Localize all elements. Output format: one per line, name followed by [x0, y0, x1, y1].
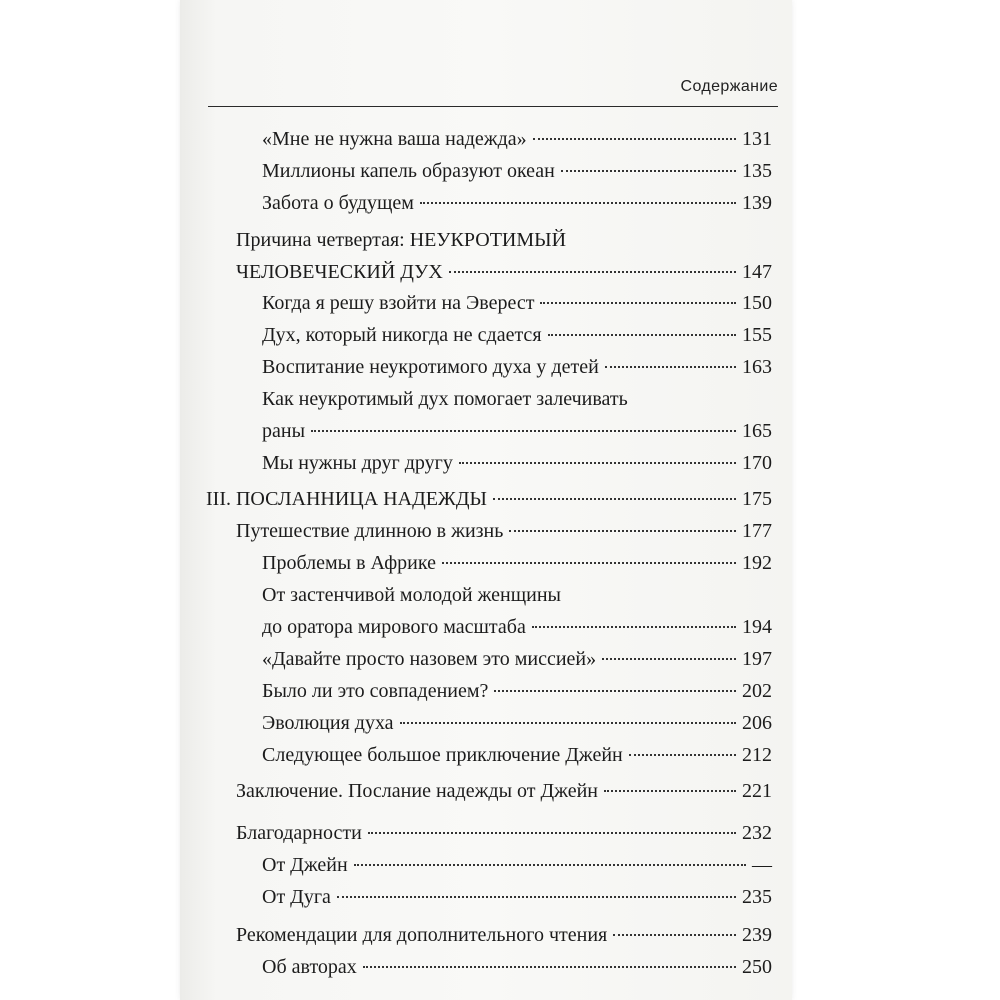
- header-title: Содержание: [680, 78, 778, 95]
- toc-entry: [262, 548, 772, 578]
- toc-entry-title: раны: [262, 420, 306, 442]
- toc-entry-title: ЧЕЛОВЕЧЕСКИЙ ДУХ: [236, 261, 443, 283]
- toc-entry-title: Дух, который никогда не сдается: [262, 324, 542, 346]
- toc-entry: [262, 124, 772, 154]
- toc-entry: [262, 850, 772, 880]
- toc-entry: [262, 644, 772, 674]
- toc-entry-title-line1: От застенчивой молодой женщины: [262, 584, 561, 606]
- toc-entry: [236, 516, 772, 546]
- toc-entry-title: Проблемы в Африке: [262, 552, 436, 574]
- toc-entry-page: 212: [742, 744, 772, 766]
- toc-entry: [206, 484, 772, 514]
- toc-entry: [262, 156, 772, 186]
- toc-entry: [262, 740, 772, 770]
- toc-entry-page: 221: [742, 780, 772, 802]
- toc-entry: [262, 612, 772, 642]
- dot-leader: [613, 934, 736, 936]
- toc-entry-page: 165: [742, 420, 772, 442]
- toc-entry-title: Путешествие длинною в жизнь: [236, 520, 504, 542]
- toc-entry-title: От Джейн: [262, 854, 348, 876]
- toc-entry-page: 194: [742, 616, 772, 638]
- toc-entry-page: 175: [742, 488, 772, 510]
- toc-entry-title-line1: Причина четвертая: НЕУКРОТИМЫЙ: [236, 229, 567, 251]
- toc-entry-page: 192: [742, 552, 772, 574]
- toc-entry-page: 139: [742, 192, 772, 214]
- dot-leader: [494, 690, 736, 692]
- dot-leader: [509, 530, 736, 532]
- dot-leader: [459, 462, 736, 464]
- dot-leader: [337, 896, 736, 898]
- toc-entry-title: Об авторах: [262, 956, 357, 978]
- toc-entry: [262, 882, 772, 912]
- toc-entry-title: Было ли это совпадением?: [262, 680, 489, 702]
- toc-entry-page: 197: [742, 648, 772, 670]
- toc-entry: [262, 352, 772, 382]
- toc-entry-title: От Дуга: [262, 886, 331, 908]
- toc-entry: [236, 920, 772, 950]
- toc-entry-page: 235: [742, 886, 772, 908]
- dot-leader: [449, 271, 736, 273]
- toc-entry-page: —: [752, 854, 772, 876]
- dot-leader: [533, 138, 736, 140]
- dot-leader: [605, 366, 736, 368]
- toc-entry-page: 147: [742, 261, 772, 283]
- dot-leader: [493, 498, 736, 500]
- toc-entry-title: Миллионы капель образуют океан: [262, 160, 555, 182]
- toc-entry: [262, 676, 772, 706]
- dot-leader: [363, 966, 736, 968]
- toc-entry-page: 150: [742, 292, 772, 314]
- toc-entry-page: 202: [742, 680, 772, 702]
- toc-entry-page: 131: [742, 128, 772, 150]
- toc-entry-page: 239: [742, 924, 772, 946]
- toc-entry-title: Рекомендации для дополнительного чтения: [236, 924, 608, 946]
- dot-leader: [602, 658, 736, 660]
- toc-entry-title: Когда я решу взойти на Эверест: [262, 292, 535, 314]
- dot-leader: [548, 334, 736, 336]
- dot-leader: [420, 202, 736, 204]
- toc-entry-page: 170: [742, 452, 772, 474]
- toc-entry: [236, 818, 772, 848]
- toc-entry-page: 163: [742, 356, 772, 378]
- dot-leader: [629, 754, 736, 756]
- dot-leader: [532, 626, 736, 628]
- toc-entry-title: до оратора мирового масштаба: [262, 616, 526, 638]
- toc-entry-page: 155: [742, 324, 772, 346]
- toc-entry-title: Благодарности: [236, 822, 362, 844]
- toc-entry: [262, 288, 772, 318]
- toc-entry-title: Следующее большое приключение Джейн: [262, 744, 623, 766]
- toc-entry-page: 206: [742, 712, 772, 734]
- toc-entry-page: 135: [742, 160, 772, 182]
- toc-entry: [262, 188, 772, 218]
- dot-leader: [442, 562, 736, 564]
- toc-entry-title: Мы нужны друг другу: [262, 452, 453, 474]
- toc-entry-page: 177: [742, 520, 772, 542]
- toc-entry-title: Забота о будущем: [262, 192, 414, 214]
- dot-leader: [561, 170, 736, 172]
- dot-leader: [354, 864, 746, 866]
- dot-leader: [604, 790, 736, 792]
- toc-entry: [262, 416, 772, 446]
- toc-entry-title: III. ПОСЛАННИЦА НАДЕЖДЫ: [206, 488, 487, 510]
- toc-entry: [262, 952, 772, 982]
- toc-entry-title: Воспитание неукротимого духа у детей: [262, 356, 599, 378]
- toc-entry-title: «Давайте просто назовем это миссией»: [262, 648, 597, 670]
- dot-leader: [368, 832, 736, 834]
- toc-entry: [262, 708, 772, 738]
- toc-entry-page: 250: [742, 956, 772, 978]
- toc-entry: [262, 448, 772, 478]
- toc-entry: [262, 320, 772, 350]
- dot-leader: [540, 302, 736, 304]
- dot-leader: [400, 722, 736, 724]
- dot-leader: [311, 430, 736, 432]
- toc-entry-page: 232: [742, 822, 772, 844]
- toc-entry-title: Эволюция духа: [262, 712, 394, 734]
- toc-entry: [236, 776, 772, 806]
- toc-entry-title: Заключение. Послание надежды от Джейн: [236, 780, 598, 802]
- toc-entry-title: «Мне не нужна ваша надежда»: [262, 128, 527, 150]
- toc-entry: [236, 257, 772, 287]
- toc-entry-title-line1: Как неукротимый дух помогает залечивать: [262, 388, 628, 410]
